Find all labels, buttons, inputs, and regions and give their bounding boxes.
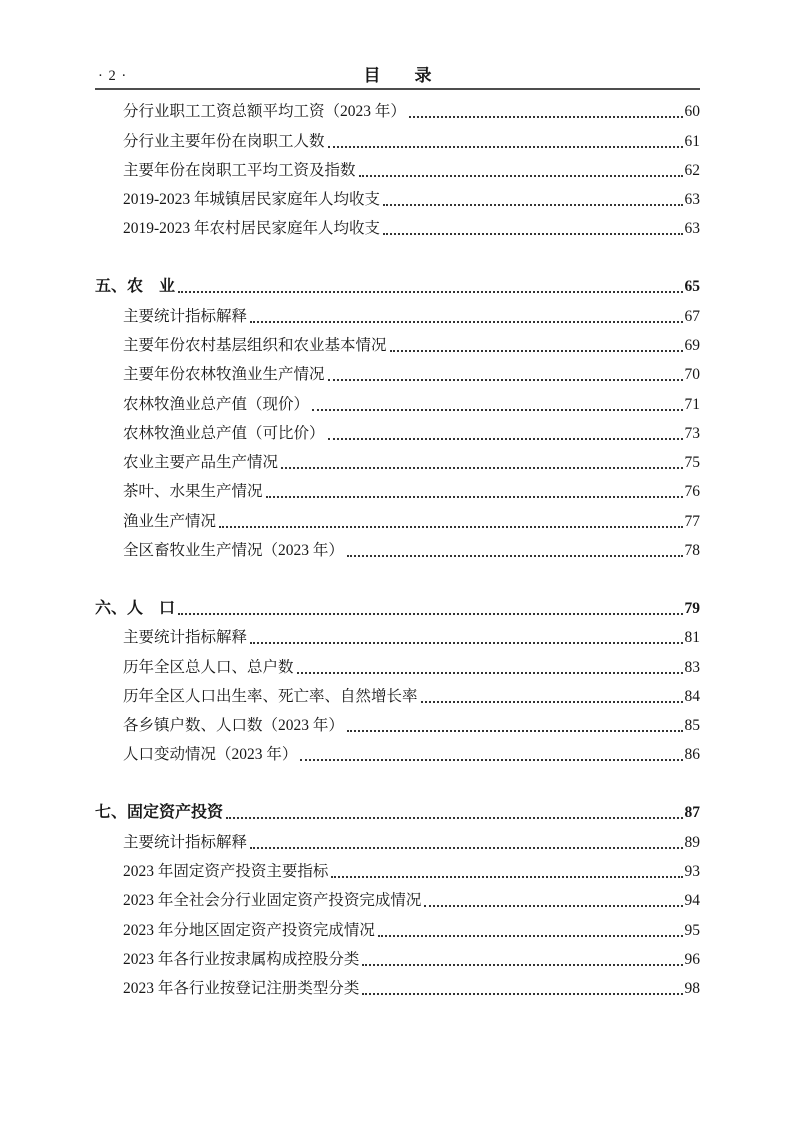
dotted-leader [409, 116, 683, 118]
toc-entry-page: 60 [684, 103, 700, 121]
toc-entry-row [95, 185, 700, 214]
toc-entry-page: 89 [684, 833, 700, 851]
toc-list [95, 97, 700, 1003]
toc-entry-title: 分行业主要年份在岗职工人数 [123, 132, 325, 150]
toc-entry-title: 主要年份在岗职工平均工资及指数 [123, 161, 356, 179]
toc-entry-title: 人口变动情况（2023 年） [123, 746, 298, 764]
toc-entry-page: 73 [684, 424, 700, 442]
toc-entry-page: 61 [684, 132, 700, 150]
toc-entry-page: 78 [684, 542, 700, 560]
toc-entry-row [95, 974, 700, 1003]
dotted-leader [362, 993, 682, 995]
toc-entry-row [95, 886, 700, 915]
toc-entry-row [95, 360, 700, 389]
toc-entry-title: 2019-2023 年农村居民家庭年人均收支 [123, 220, 381, 238]
toc-section-title: 五、农 业 [95, 278, 176, 296]
toc-entry-page: 75 [684, 454, 700, 472]
dotted-leader [266, 496, 683, 498]
toc-entry-row [95, 331, 700, 360]
toc-entry-row [95, 711, 700, 740]
toc-entry-row [95, 389, 700, 418]
dotted-leader [312, 409, 682, 411]
toc-entry-title: 2023 年各行业按登记注册类型分类 [123, 980, 360, 998]
dotted-leader [226, 817, 682, 819]
toc-entry-title: 茶叶、水果生产情况 [123, 483, 263, 501]
toc-entry-page: 85 [684, 717, 700, 735]
toc-entry-title: 2023 年各行业按隶属构成控股分类 [123, 950, 360, 968]
toc-entry-row [95, 682, 700, 711]
page-header [95, 62, 700, 90]
toc-entry-title: 主要年份农村基层组织和农业基本情况 [123, 336, 387, 354]
toc-entry-title: 历年全区人口出生率、死亡率、自然增长率 [123, 687, 418, 705]
toc-entry-title: 2023 年分地区固定资产投资完成情况 [123, 921, 375, 939]
toc-section-row [95, 272, 700, 301]
dotted-leader [421, 701, 683, 703]
dotted-leader [250, 321, 682, 323]
toc-entry-title: 全区畜牧业生产情况（2023 年） [123, 542, 344, 560]
dotted-leader [362, 964, 682, 966]
dotted-leader [424, 905, 682, 907]
dotted-leader [178, 613, 682, 615]
toc-entry-row [95, 945, 700, 974]
toc-entry-title: 农业主要产品生产情况 [123, 454, 279, 472]
toc-entry-title: 农林牧渔业总产值（现价） [123, 395, 310, 413]
toc-entry-page: 87 [684, 804, 700, 822]
dotted-leader [297, 672, 683, 674]
toc-entry-page: 93 [684, 862, 700, 880]
toc-entry-page: 77 [684, 512, 700, 530]
toc-entry-row [95, 126, 700, 155]
dotted-leader [390, 350, 683, 352]
dotted-leader [328, 438, 683, 440]
toc-entry-page: 81 [684, 629, 700, 647]
toc-entry-title: 2023 年全社会分行业固定资产投资完成情况 [123, 892, 422, 910]
page-number: · 2 · [98, 68, 128, 84]
dotted-leader [328, 146, 683, 148]
toc-entry-page: 94 [684, 892, 700, 910]
toc-entry-title: 渔业生产情况 [123, 512, 217, 530]
toc-entry-page: 98 [684, 980, 700, 998]
page-title: 目 录 [363, 66, 432, 85]
toc-entry-page: 65 [684, 278, 700, 296]
dotted-leader [383, 233, 682, 235]
toc-entry-page: 83 [684, 658, 700, 676]
toc-entry-title: 主要统计指标解释 [123, 629, 248, 647]
toc-entry-title: 主要统计指标解释 [123, 833, 248, 851]
toc-entry-row [95, 214, 700, 243]
toc-entry-row [95, 156, 700, 185]
dotted-leader [378, 935, 683, 937]
dotted-leader [250, 847, 682, 849]
toc-entry-row [95, 652, 700, 681]
toc-entry-page: 86 [684, 746, 700, 764]
dotted-leader [331, 876, 682, 878]
toc-entry-page: 67 [684, 307, 700, 325]
toc-entry-title: 2019-2023 年城镇居民家庭年人均收支 [123, 191, 381, 209]
toc-entry-title: 主要年份农林牧渔业生产情况 [123, 366, 325, 384]
toc-entry-page: 71 [684, 395, 700, 413]
toc-entry-row [95, 740, 700, 769]
toc-entry-page: 70 [684, 366, 700, 384]
toc-section-title: 七、固定资产投资 [95, 804, 224, 822]
toc-entry-title: 2023 年固定资产投资主要指标 [123, 862, 329, 880]
toc-entry-row [95, 301, 700, 330]
toc-entry-page: 95 [684, 921, 700, 939]
toc-entry-title: 历年全区总人口、总户数 [123, 658, 294, 676]
dotted-leader [359, 175, 683, 177]
toc-entry-row [95, 477, 700, 506]
toc-entry-page: 79 [684, 599, 700, 617]
toc-entry-row [95, 827, 700, 856]
dotted-leader [281, 467, 682, 469]
toc-section-row [95, 594, 700, 623]
toc-entry-row [95, 536, 700, 565]
toc-section-row [95, 798, 700, 827]
dotted-leader [178, 291, 682, 293]
toc-entry-row [95, 419, 700, 448]
dotted-leader [347, 730, 683, 732]
toc-entry-page: 76 [684, 483, 700, 501]
toc-entry-page: 69 [684, 336, 700, 354]
toc-entry-page: 84 [684, 687, 700, 705]
toc-entry-row [95, 857, 700, 886]
toc-entry-row [95, 448, 700, 477]
toc-entry-row [95, 97, 700, 126]
dotted-leader [328, 379, 683, 381]
toc-entry-title: 各乡镇户数、人口数（2023 年） [123, 717, 344, 735]
toc-entry-row [95, 623, 700, 652]
toc-entry-row [95, 915, 700, 944]
dotted-leader [219, 526, 682, 528]
toc-entry-title: 分行业职工工资总额平均工资（2023 年） [123, 103, 406, 121]
toc-entry-page: 63 [684, 220, 700, 238]
dotted-leader [250, 642, 682, 644]
dotted-leader [383, 204, 682, 206]
toc-section-title: 六、人 口 [95, 599, 176, 617]
toc-entry-title: 主要统计指标解释 [123, 307, 248, 325]
toc-entry-page: 63 [684, 191, 700, 209]
toc-entry-title: 农林牧渔业总产值（可比价） [123, 424, 325, 442]
dotted-leader [300, 759, 682, 761]
toc-entry-row [95, 506, 700, 535]
toc-entry-page: 96 [684, 950, 700, 968]
toc-entry-page: 62 [684, 161, 700, 179]
dotted-leader [347, 555, 683, 557]
